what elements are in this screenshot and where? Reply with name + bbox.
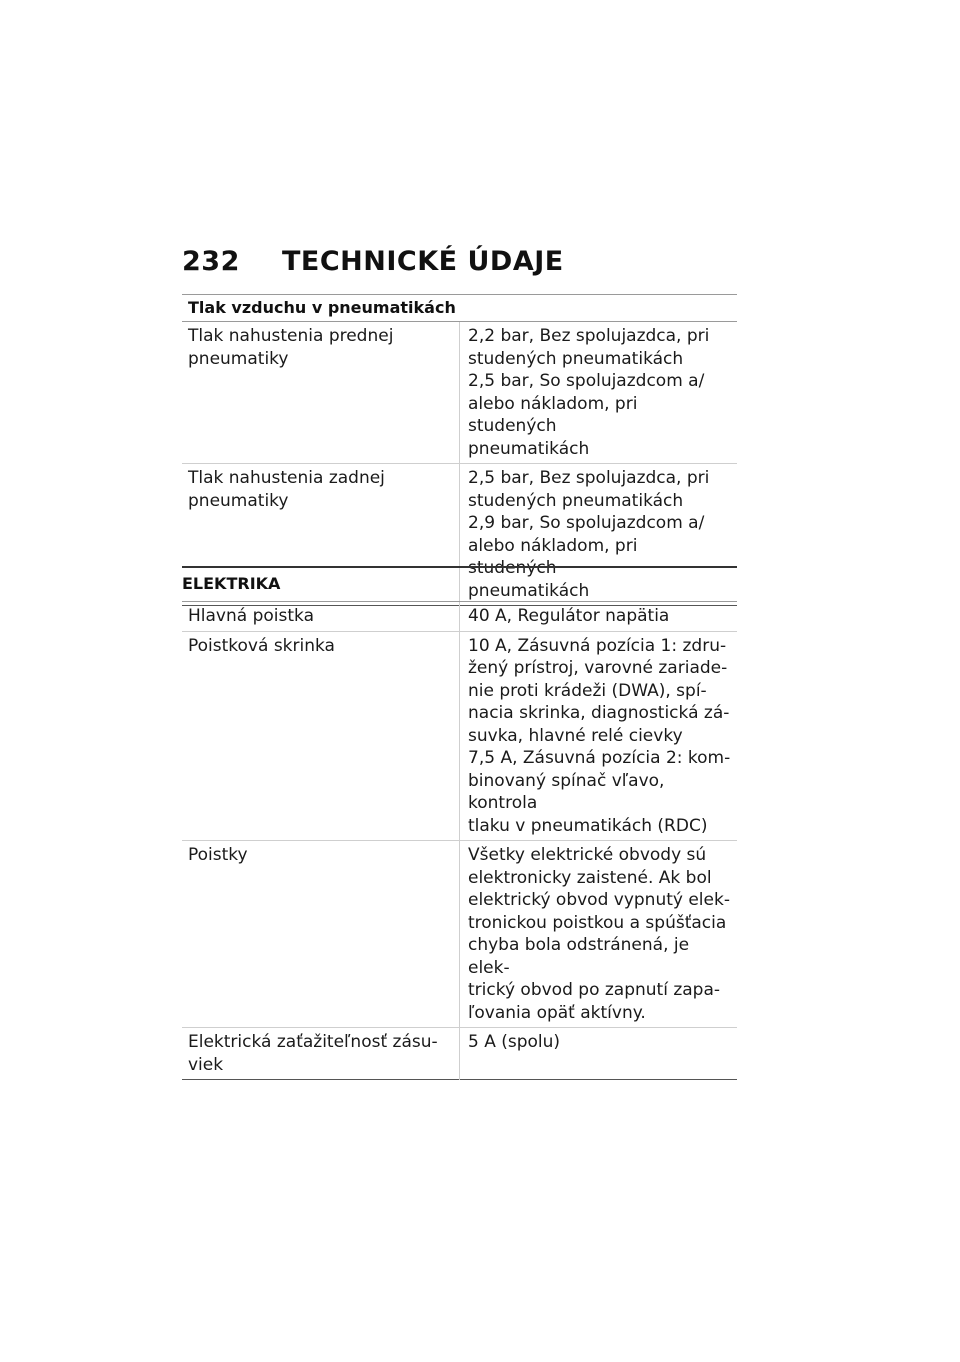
row-value: 5 A (spolu): [468, 1032, 561, 1052]
row-value: 2,5 bar, Bez spolujazdca, pri studených pneumatikách 2,9 bar, So spolujazdcom a/ alebo nákladom, pri studených pneumatikách: [468, 468, 710, 601]
row-key: Poistková skrinka: [182, 631, 460, 841]
row-key: Poistky: [182, 841, 460, 1028]
row-value: Všetky elektrické obvody sú elektronicky zaistené. Ak bol elektrický obvod vypnutý elek- tronickou poistkou a spúšťacia chyba bola odstránená, je elek- trický obvod po zapnutí zapa- ľovania opäť aktívny.: [468, 845, 730, 1023]
table-row: [182, 841, 737, 1028]
tire-pressure-title: Tlak vzduchu v pneumatikách: [188, 298, 456, 317]
page-header: [182, 246, 742, 277]
electrics-title: ELEKTRIKA: [182, 574, 281, 593]
tire-pressure-table: [182, 322, 737, 606]
row-key: Elektrická zaťažiteľnosť zásu- viek: [182, 1028, 460, 1080]
row-value: 10 A, Zásuvná pozícia 1: zdru- žený prístroj, varovné zariade- nie proti krádeži (DWA), spí- nacia skrinka, diagnostická zá- suvka, hlavné relé cievky 7,5 A, Zásuvná pozícia 2: kom- binovaný spínač vľavo, kontrola tlaku v pneumatikách (RDC): [468, 635, 731, 836]
row-key: Tlak nahustenia prednej pneumatiky: [182, 322, 460, 464]
table-row: [182, 602, 737, 631]
tire-pressure-section: [182, 294, 737, 606]
electrics-table: [182, 602, 737, 1080]
table-row: [182, 322, 737, 464]
row-value: 40 A, Regulátor napätia: [468, 606, 670, 626]
table-row: [182, 1028, 737, 1080]
row-value: 2,2 bar, Bez spolujazdca, pri studených pneumatikách 2,5 bar, So spolujazdcom a/ alebo nákladom, pri studených pneumatikách: [468, 326, 710, 459]
row-key: Hlavná poistka: [182, 602, 460, 631]
chapter-title: TECHNICKÉ ÚDAJE: [282, 246, 564, 277]
row-key: Tlak nahustenia zadnej pneumatiky: [182, 464, 460, 606]
table-row: [182, 631, 737, 841]
electrics-section: [182, 566, 737, 1080]
page-number: 232: [182, 246, 240, 277]
